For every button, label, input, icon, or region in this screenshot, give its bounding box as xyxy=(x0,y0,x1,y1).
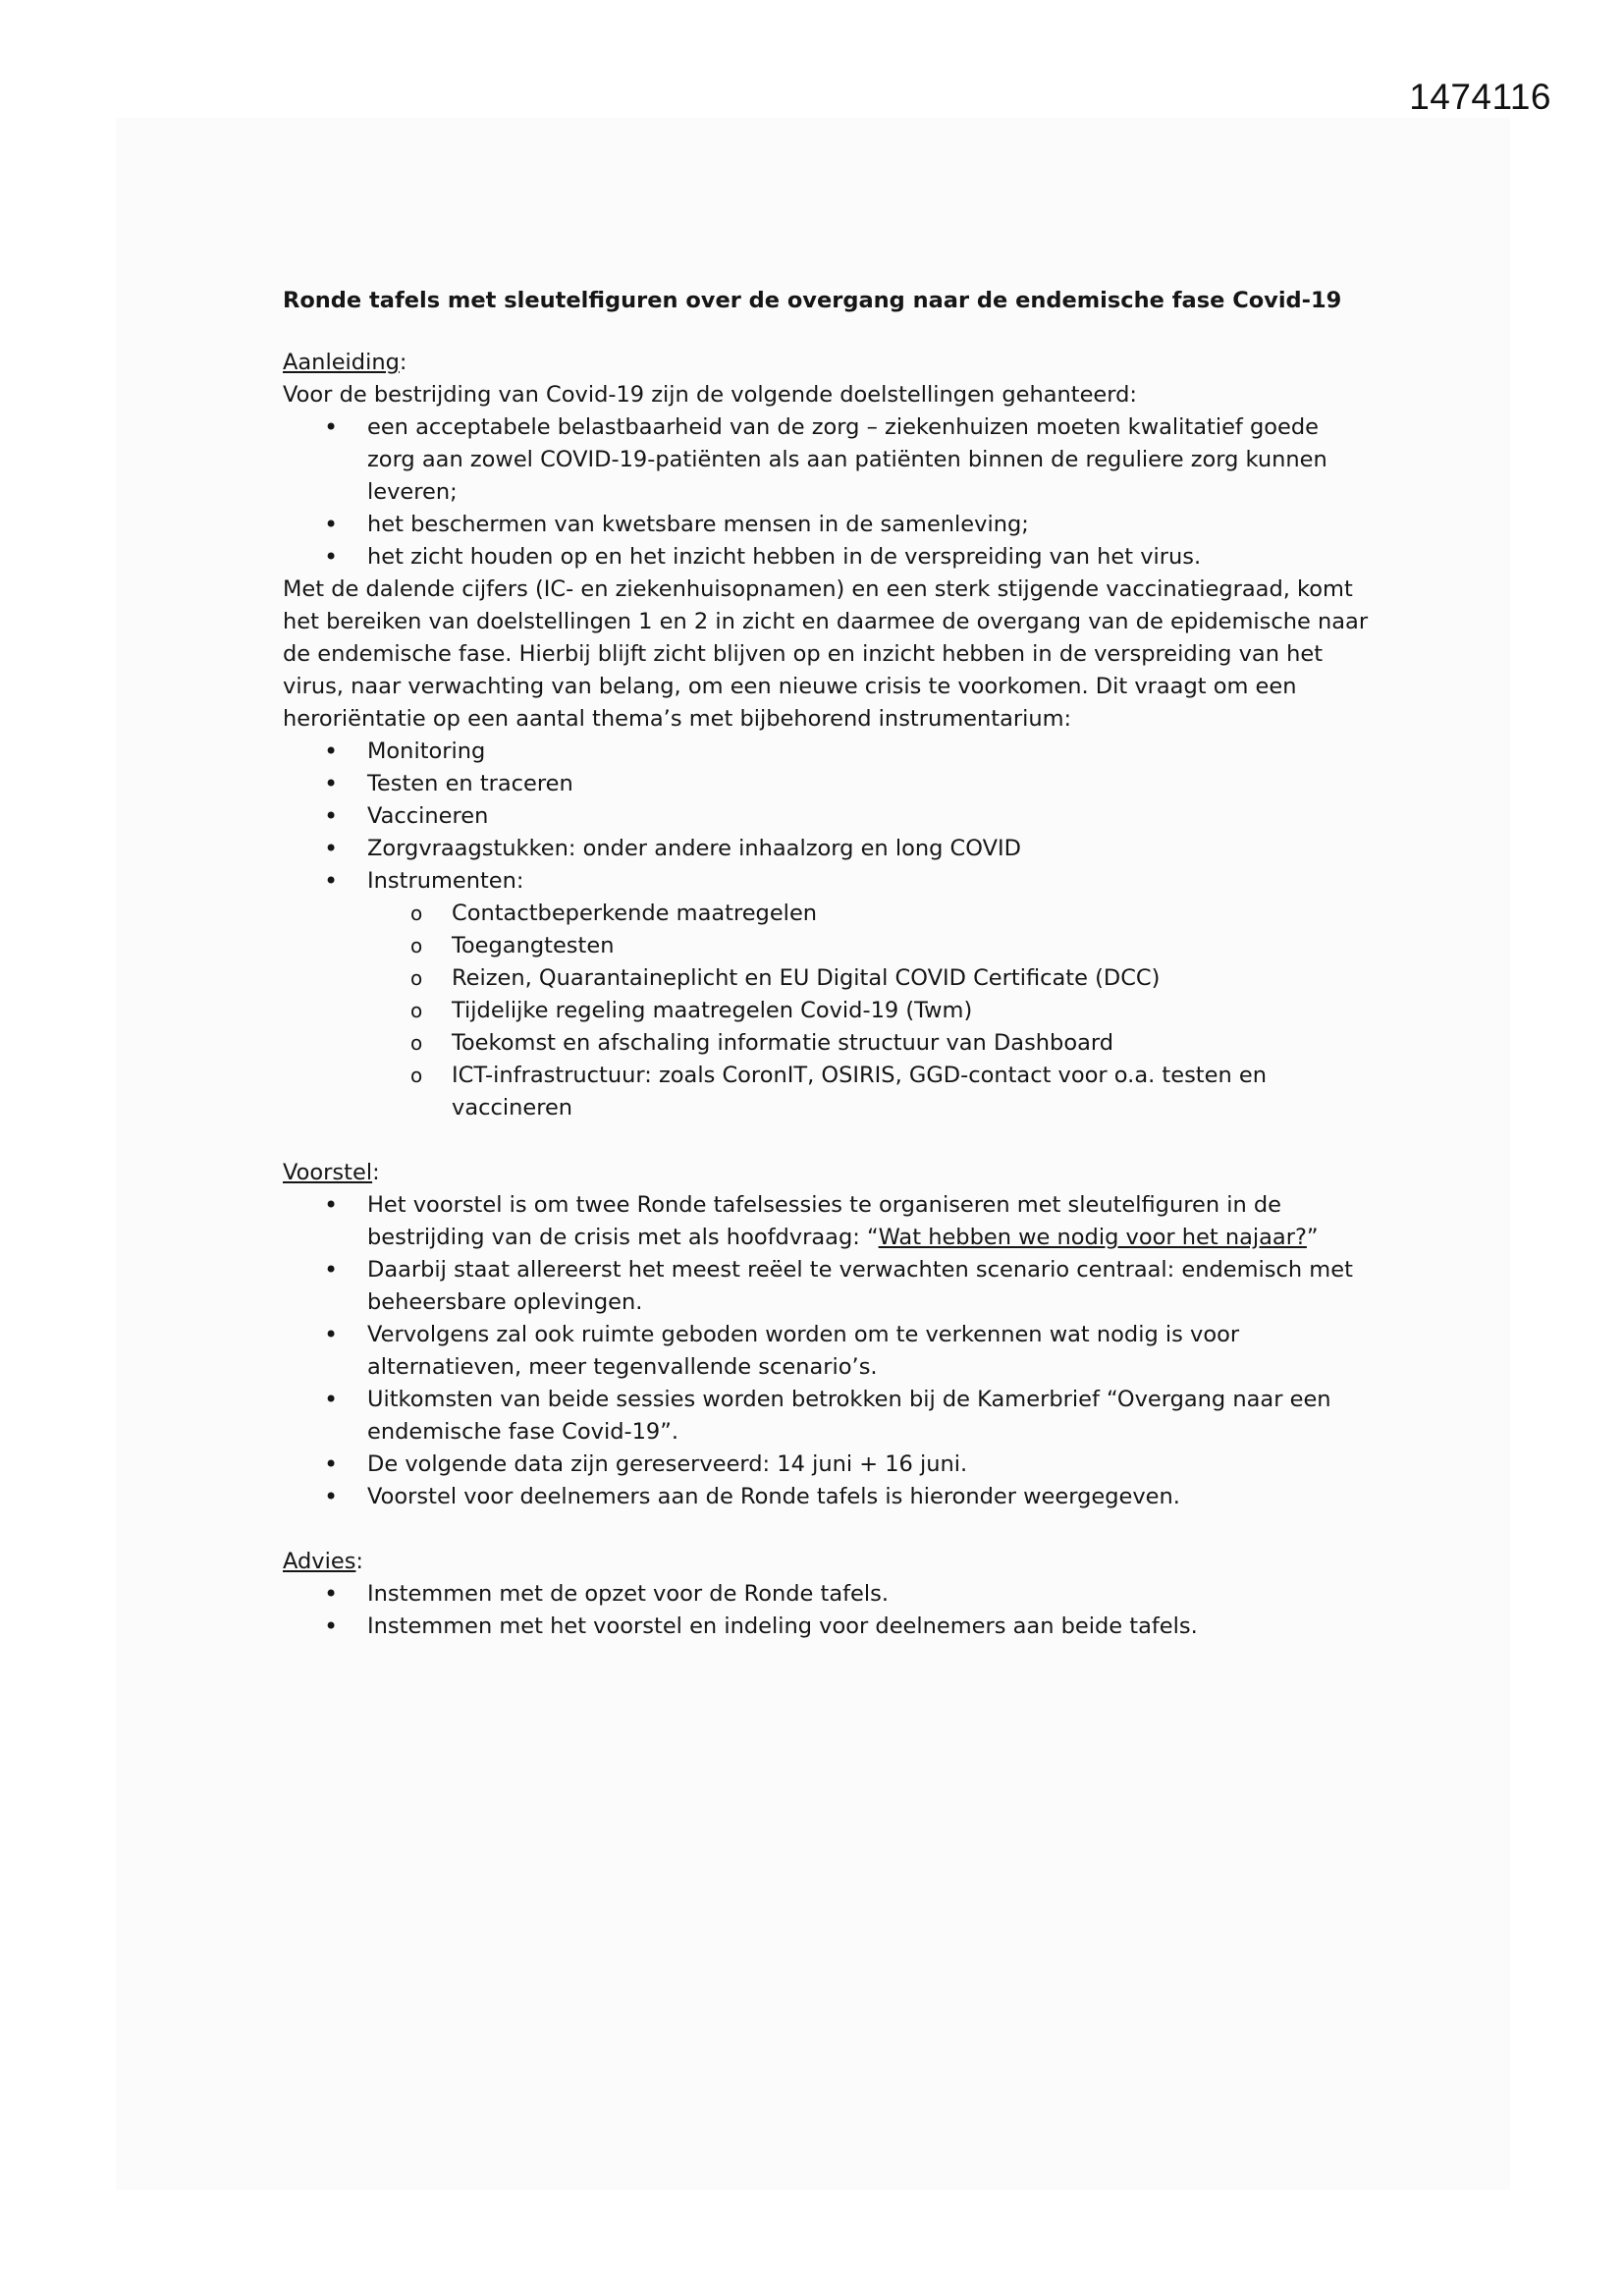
list-item: • het zicht houden op en het inzicht hebben in de verspreiding van het virus. xyxy=(367,541,1373,574)
section-spacer xyxy=(283,1124,1373,1157)
closing-quote: ” xyxy=(1306,1225,1319,1250)
document-title: Ronde tafels met sleutelfiguren over de overgang naar de endemische fase Covid-19 xyxy=(283,288,1342,313)
list-item: • Zorgvraagstukken: onder andere inhaalzorg en long COVID xyxy=(367,833,1373,865)
list-item xyxy=(367,1189,1373,1254)
sub-list-item: o Reizen, Quarantaineplicht en EU Digital COVID Certificate (DCC) xyxy=(452,962,1373,995)
document-number: 1474116 xyxy=(1409,77,1551,117)
section-heading-advies: Advies: xyxy=(283,1549,364,1574)
themes-list xyxy=(283,736,1373,1124)
sub-list-item: o Toekomst en afschaling informatie structuur van Dashboard xyxy=(452,1027,1373,1060)
list-item: • het beschermen van kwetsbare mensen in de samenleving; xyxy=(367,509,1373,541)
sub-list-item: o Tijdelijke regeling maatregelen Covid-19 (Twm) xyxy=(452,995,1373,1027)
sub-list-item: o ICT-infrastructuur: zoals CoronIT, OSIRIS, GGD-contact voor o.a. testen en vaccineren xyxy=(452,1060,1373,1124)
goals-list xyxy=(283,411,1373,574)
list-item: • Testen en traceren xyxy=(367,768,1373,800)
advies-list xyxy=(283,1578,1373,1643)
section-spacer xyxy=(283,1513,1373,1546)
list-item-instrumenten xyxy=(367,865,1373,1124)
list-item: • Voorstel voor deelnemers aan de Ronde tafels is hieronder weergegeven. xyxy=(367,1481,1373,1513)
list-item: • Instemmen met de opzet voor de Ronde tafels. xyxy=(367,1578,1373,1611)
heading-voorstel-label: Voorstel xyxy=(283,1160,373,1185)
aanleiding-intro: Voor de bestrijding van Covid-19 zijn de volgende doelstellingen gehanteerd: xyxy=(283,382,1137,408)
document-body xyxy=(283,285,1373,1643)
sub-list-item: o Toegangtesten xyxy=(452,930,1373,962)
voorstel-list xyxy=(283,1189,1373,1513)
section-heading-aanleiding: Aanleiding: xyxy=(283,350,407,375)
instruments-sublist xyxy=(367,898,1373,1124)
list-item: • Vervolgens zal ook ruimte geboden worden om te verkennen wat nodig is voor alternatieven, meer tegenvallende scenario’s. xyxy=(367,1319,1373,1384)
list-item: • Uitkomsten van beide sessies worden betrokken bij de Kamerbrief “Overgang naar een endemische fase Covid-19”. xyxy=(367,1384,1373,1449)
list-item: • Monitoring xyxy=(367,736,1373,768)
list-item: • Instemmen met het voorstel en indeling voor deelnemers aan beide tafels. xyxy=(367,1611,1373,1643)
instrumenten-label: Instrumenten: xyxy=(367,868,524,894)
sub-list-item: o Contactbeperkende maatregelen xyxy=(452,898,1373,930)
list-item: • De volgende data zijn gereserveerd: 14 juni + 16 juni. xyxy=(367,1449,1373,1481)
voorstel-item-text: Het voorstel is om twee Ronde tafelsessies te organiseren met sleutelfiguren in de bestrijding van de crisis met als hoofdvraag: “ xyxy=(367,1192,1282,1250)
list-item: • Vaccineren xyxy=(367,800,1373,833)
section-heading-voorstel: Voorstel: xyxy=(283,1160,380,1185)
list-item: • Daarbij staat allereerst het meest reëel te verwachten scenario centraal: endemisch met beheersbare oplevingen. xyxy=(367,1254,1373,1319)
heading-advies-label: Advies xyxy=(283,1549,356,1574)
hoofdvraag-text: Wat hebben we nodig voor het najaar? xyxy=(878,1225,1307,1250)
heading-aanleiding-label: Aanleiding xyxy=(283,350,400,375)
list-item: • een acceptabele belastbaarheid van de zorg – ziekenhuizen moeten kwalitatief goede zorg aan zowel COVID-19-patiënten als aan patiënten binnen de reguliere zorg kunnen leveren; xyxy=(367,411,1373,509)
aanleiding-paragraph: Met de dalende cijfers (IC- en ziekenhuisopnamen) en een sterk stijgende vaccinatiegraad, komt het bereiken van doelstellingen 1 en 2 in zicht en daarmee de overgang van de epidemische naar de endemische fase. Hierbij blijft zicht blijven op en inzicht hebben in de verspreiding van het virus, naar verwachting van belang, om een nieuwe crisis te voorkomen. Dit vraagt om een heroriëntatie op een aantal thema’s met bijbehorend instrumentarium: xyxy=(283,576,1369,732)
